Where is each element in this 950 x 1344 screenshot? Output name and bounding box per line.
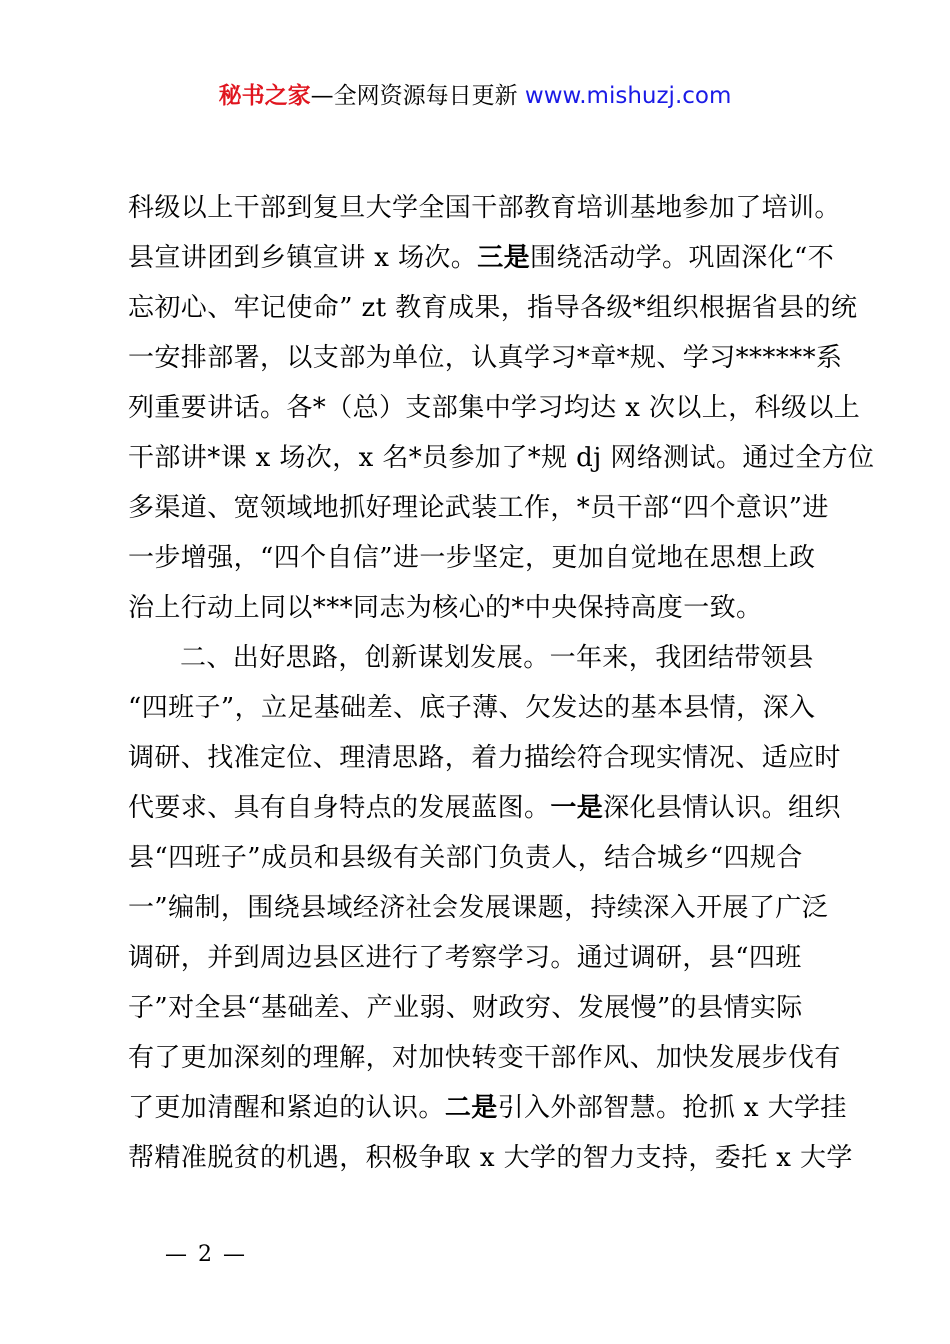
text-segment: 县宣讲团到乡镇宣讲 x 场次。: [128, 243, 478, 273]
site-url-link[interactable]: www.mishuzj.com: [524, 83, 732, 109]
text-line: [128, 1133, 853, 1183]
text-segment: 列重要讲话。各*（总）支部集中学习均达 x 次以上，科级以上: [128, 393, 861, 423]
text-line: [128, 833, 834, 883]
bold-text-segment: 二是: [444, 1093, 498, 1123]
text-line: [128, 933, 834, 983]
text-line: [128, 533, 834, 583]
text-segment: 帮精准脱贫的机遇，积极争取 x 大学的智力支持，委托 x 大学: [128, 1143, 853, 1173]
text-segment: 代要求、具有自身特点的发展蓝图。: [128, 793, 551, 823]
text-segment: 多渠道、宽领域地抓好理论武装工作，*员干部“四个意识”进: [128, 493, 829, 523]
text-line: [128, 883, 834, 933]
text-segment: 调研，并到周边县区进行了考察学习。通过调研，县“四班: [128, 943, 802, 973]
text-line: [128, 683, 834, 733]
bold-text-segment: 三是: [477, 243, 531, 273]
text-segment: 干部讲*课 x 场次，x 名*员参加了*规 dj 网络测试。通过全方位: [128, 443, 875, 473]
text-line: [128, 733, 841, 783]
text-segment: 科级以上干部到复旦大学全国干部教育培训基地参加了培训。: [128, 193, 841, 223]
text-line: [128, 783, 841, 833]
text-line: [128, 183, 841, 233]
text-segment: 围绕活动学。巩固深化“不: [530, 243, 835, 273]
text-segment: 二、出好思路，创新谋划发展。一年来，我团结带领县: [180, 643, 814, 673]
text-segment: “四班子”，立足基础差、底子薄、欠发达的基本县情，深入: [128, 693, 816, 723]
text-segment: 一”编制，围绕县域经济社会发展课题，持续深入开展了广泛: [128, 893, 829, 923]
text-segment: 了更加清醒和紧迫的认识。: [128, 1093, 445, 1123]
site-brand: 秘书之家: [218, 83, 311, 109]
text-segment: 治上行动上同以***同志为核心的*中央保持高度一致。: [128, 593, 763, 623]
text-line: [128, 483, 834, 533]
text-segment: 调研、找准定位、理清思路，着力描绘符合现实情况、适应时: [128, 743, 841, 773]
text-segment: 深化县情认识。组织: [603, 793, 841, 823]
text-line: [128, 233, 834, 283]
page-number: — 2 —: [165, 1242, 247, 1267]
text-segment: 引入外部智慧。抢抓 x 大学挂: [497, 1093, 847, 1123]
text-line: [128, 333, 843, 383]
document-body: [128, 183, 875, 1183]
site-tagline: —全网资源每日更新: [310, 83, 525, 109]
text-segment: 县“四班子”成员和县级有关部门负责人，结合城乡“四规合: [128, 843, 803, 873]
text-line: [128, 633, 834, 683]
text-line: [128, 283, 858, 333]
text-segment: 一步增强，“四个自信”进一步坚定，更加自觉地在思想上政: [128, 543, 816, 573]
text-line: [128, 383, 861, 433]
text-segment: 有了更加深刻的理解，对加快转变干部作风、加快发展步伐有: [128, 1043, 841, 1073]
text-segment: 忘初心、牢记使命” zt 教育成果，指导各级*组织根据省县的统: [128, 293, 858, 323]
text-line: [128, 983, 834, 1033]
text-line: [128, 1033, 841, 1083]
text-segment: 一安排部署，以支部为单位，认真学习*章*规、学习******系: [128, 343, 843, 373]
text-line: [128, 1083, 847, 1133]
text-segment: 子”对全县“基础差、产业弱、财政穷、发展慢”的县情实际: [128, 993, 803, 1023]
site-header: [0, 78, 950, 114]
text-line: [128, 583, 834, 633]
bold-text-segment: 一是: [550, 793, 604, 823]
text-line: [128, 433, 875, 483]
